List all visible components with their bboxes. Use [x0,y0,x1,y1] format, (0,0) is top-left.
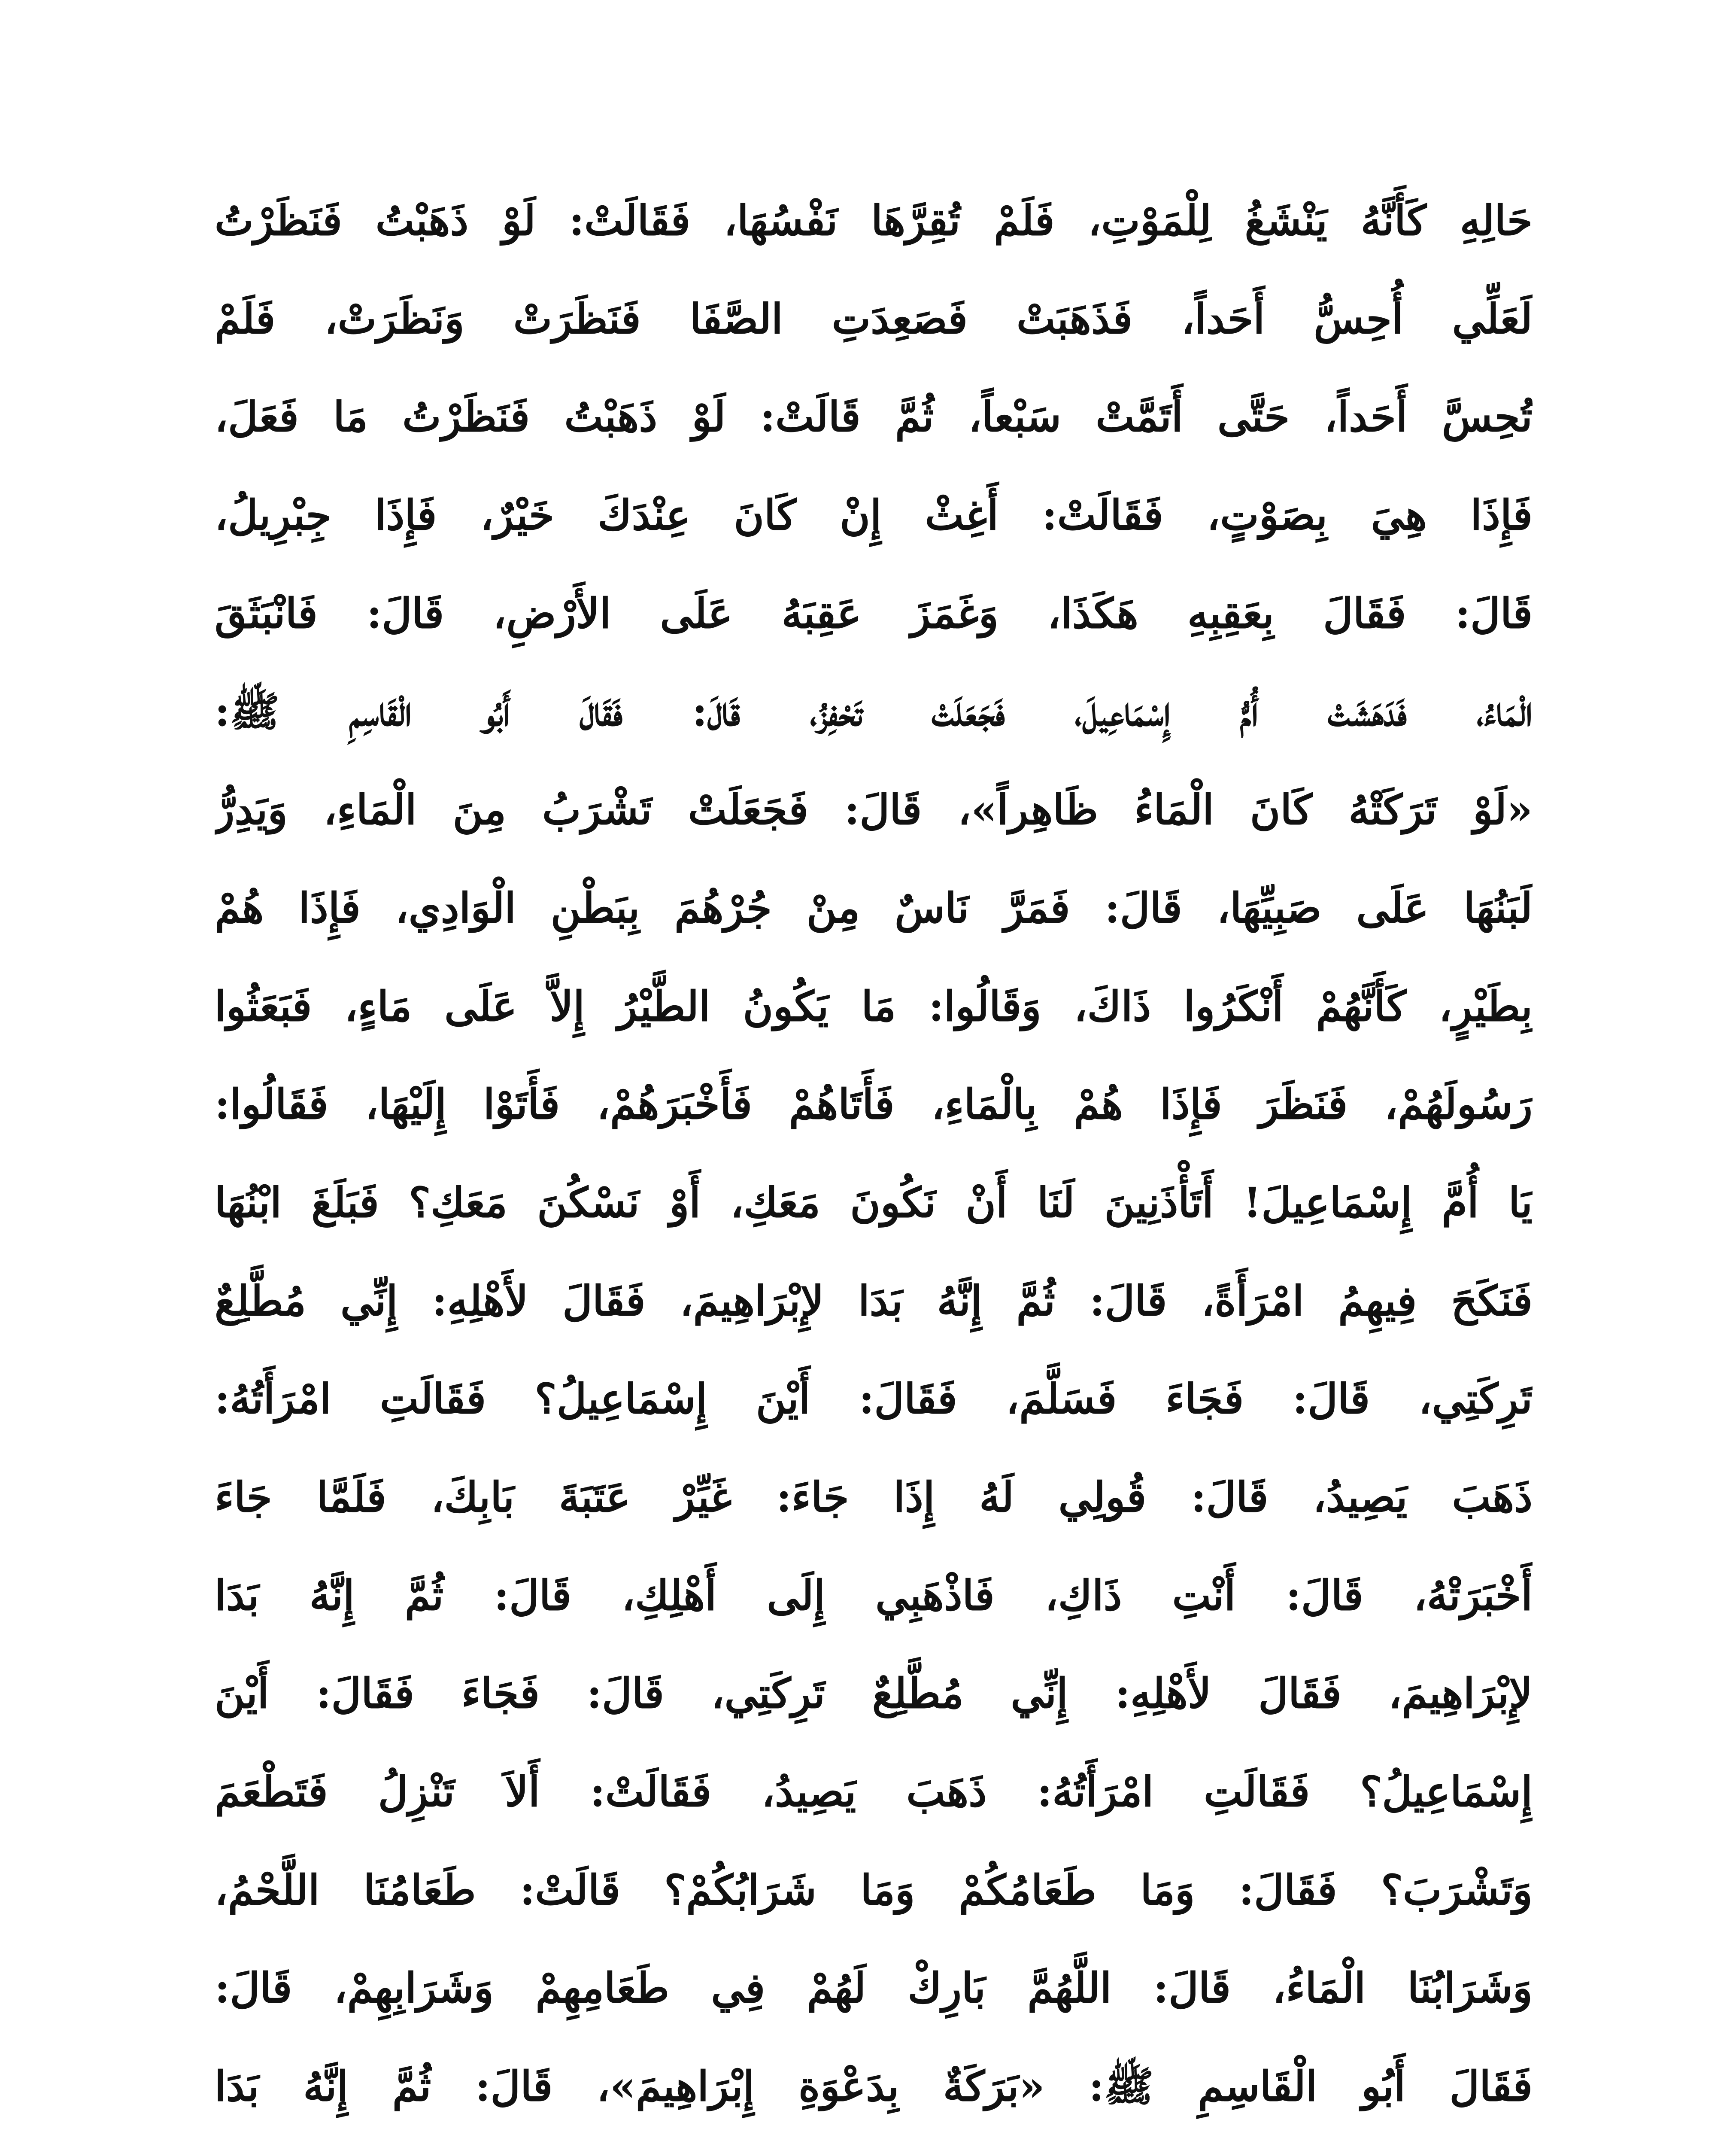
text-line-6: الْمَاءُ، فَدَهَشَتْ أُمُّ إِسْمَاعِيلَ، فَجَعَلَتْ تَحْفِزُ، قَالَ: فَقَالَ أَبُو الْقَاسِمِ ﷺ: [215,687,1533,736]
text-line-5: قَالَ: فَقَالَ بِعَقِبِهِ هَكَذَا، وَغَمَزَ عَقِبَهُ عَلَى الأَرْضِ، قَالَ: فَانْبَثَقَ [215,589,1533,638]
text-line-1: حَالِهِ كَأَنَّهُ يَنْشَغُ لِلْمَوْتِ، فَلَمْ تُقِرَّهَا نَفْسُهَا، فَقَالَتْ: لَوْ ذَهَبْتُ فَنَظَرْتُ [215,196,1533,245]
text-line-16: لإِبْرَاهِيمَ، فَقَالَ لأَهْلِهِ: إِنِّي مُطَّلِعٌ تَرِكَتِي، قَالَ: فَجَاءَ فَقَالَ: أَيْنَ [215,1669,1533,1718]
body-text [215,172,1533,2136]
text-line-14: ذَهَبَ يَصِيدُ، قَالَ: قُولِي لَهُ إِذَا جَاءَ: غَيِّرْ عَتَبَةَ بَابِكَ، فَلَمَّا جَاءَ [215,1472,1533,1521]
text-line-20: فَقَالَ أَبُو الْقَاسِمِ ﷺ: «بَرَكَةٌ بِدَعْوَةِ إِبْرَاهِيمَ»، قَالَ: ثُمَّ إِنَّهُ بَدَا [215,2062,1533,2111]
text-line-12: فَنَكَحَ فِيهِمُ امْرَأَةً، قَالَ: ثُمَّ إِنَّهُ بَدَا لإِبْرَاهِيمَ، فَقَالَ لأَهْلِهِ: إِنِّي مُطَّلِعٌ [215,1276,1533,1325]
text-line-4: فَإِذَا هِيَ بِصَوْتٍ، فَقَالَتْ: أَغِثْ إِنْ كَانَ عِنْدَكَ خَيْرٌ، فَإِذَا جِبْرِيلُ، [215,491,1533,540]
text-line-10: رَسُولَهُمْ، فَنَظَرَ فَإِذَا هُمْ بِالْمَاءِ، فَأَتَاهُمْ فَأَخْبَرَهُمْ، فَأَتَوْا إِلَيْهَا، فَقَالُوا: [215,1080,1533,1129]
text-line-15: أَخْبَرَتْهُ، قَالَ: أَنْتِ ذَاكِ، فَاذْهَبِي إِلَى أَهْلِكِ، قَالَ: ثُمَّ إِنَّهُ بَدَا [215,1571,1533,1620]
text-line-18: وَتَشْرَبَ؟ فَقَالَ: وَمَا طَعَامُكُمْ وَمَا شَرَابُكُمْ؟ قَالَتْ: طَعَامُنَا اللَّحْمُ، [215,1865,1533,1914]
text-line-9: بِطَيْرٍ، كَأَنَّهُمْ أَنْكَرُوا ذَاكَ، وَقَالُوا: مَا يَكُونُ الطَّيْرُ إِلاَّ عَلَى مَاءٍ، فَبَعَثُوا [215,982,1533,1031]
text-line-3: تُحِسَّ أَحَداً، حَتَّى أَتَمَّتْ سَبْعاً، ثُمَّ قَالَتْ: لَوْ ذَهَبْتُ فَنَظَرْتُ مَا فَعَلَ، [215,392,1533,441]
text-line-13: تَرِكَتِي، قَالَ: فَجَاءَ فَسَلَّمَ، فَقَالَ: أَيْنَ إِسْمَاعِيلُ؟ فَقَالَتِ امْرَأَتُهُ: [215,1375,1533,1423]
text-line-19: وَشَرَابُنَا الْمَاءُ، قَالَ: اللَّهُمَّ بَارِكْ لَهُمْ فِي طَعَامِهِمْ وَشَرَابِهِمْ، قَالَ: [215,1964,1533,2013]
text-line-11: يَا أُمَّ إِسْمَاعِيلَ! أَتَأْذَنِينَ لَنَا أَنْ نَكُونَ مَعَكِ، أَوْ نَسْكُنَ مَعَكِ؟ فَبَلَغَ ابْنُهَا [215,1178,1533,1227]
text-line-8: لَبَنُهَا عَلَى صَبِيِّهَا، قَالَ: فَمَرَّ نَاسٌ مِنْ جُرْهُمَ بِبَطْنِ الْوَادِي، فَإِذَا هُمْ [215,883,1533,932]
text-line-7: «لَوْ تَرَكَتْهُ كَانَ الْمَاءُ ظَاهِراً»، قَالَ: فَجَعَلَتْ تَشْرَبُ مِنَ الْمَاءِ، وَيَدِرُّ [215,785,1533,834]
text-line-2: لَعَلِّي أُحِسُّ أَحَداً، فَذَهَبَتْ فَصَعِدَتِ الصَّفَا فَنَظَرَتْ وَنَظَرَتْ، فَلَمْ [215,294,1533,343]
text-line-17: إِسْمَاعِيلُ؟ فَقَالَتِ امْرَأَتُهُ: ذَهَبَ يَصِيدُ، فَقَالَتْ: أَلاَ تَنْزِلُ فَتَطْعَمَ [215,1767,1533,1816]
